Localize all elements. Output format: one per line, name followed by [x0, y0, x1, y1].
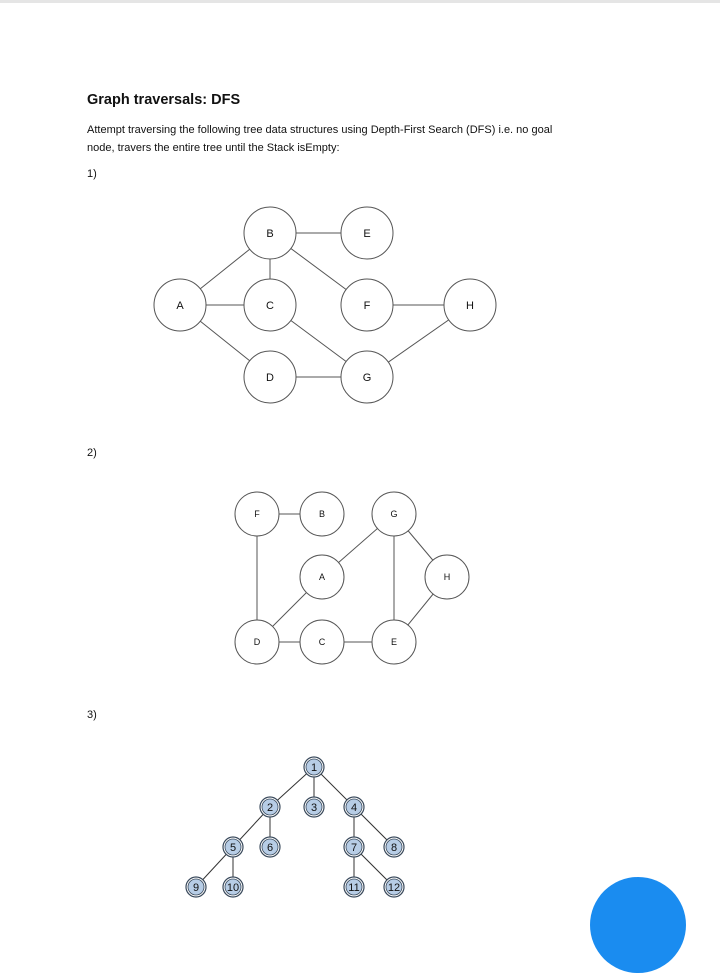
- node-12-label: 12: [387, 881, 401, 894]
- node-4-label: 4: [350, 801, 358, 814]
- node-11: [344, 877, 364, 897]
- node-F: [341, 279, 393, 331]
- node-2: [260, 797, 280, 817]
- node-A: [300, 555, 344, 599]
- graph-1: [0, 200, 720, 420]
- node-C-label: C: [318, 637, 326, 648]
- instructions-line-2: node, travers the entire tree until the Stack isEmpty:: [87, 142, 340, 154]
- node-G: [372, 492, 416, 536]
- node-C: [244, 279, 296, 331]
- node-5: [223, 837, 243, 857]
- node-H: [444, 279, 496, 331]
- node-D-label: D: [253, 637, 261, 648]
- node-F: [235, 492, 279, 536]
- node-9: [186, 877, 206, 897]
- node-F-label: F: [254, 509, 260, 520]
- problem-2-number: 2): [87, 447, 97, 459]
- problem-3-number: 3): [87, 709, 97, 721]
- node-A-label: A: [176, 299, 184, 312]
- top-divider: [0, 0, 720, 3]
- node-H: [425, 555, 469, 599]
- node-A: [154, 279, 206, 331]
- node-B-label: B: [266, 227, 274, 240]
- node-12: [384, 877, 404, 897]
- node-F-label: F: [363, 299, 371, 312]
- node-3-label: 3: [310, 801, 318, 814]
- node-H-label: H: [466, 299, 474, 312]
- node-7: [344, 837, 364, 857]
- graph-2: [0, 480, 720, 680]
- node-10-label: 10: [226, 881, 240, 894]
- node-A-label: A: [318, 572, 326, 583]
- node-4: [344, 797, 364, 817]
- node-C: [300, 620, 344, 664]
- instructions-text: [87, 121, 667, 157]
- node-B: [244, 207, 296, 259]
- node-2-label: 2: [266, 801, 274, 814]
- node-G: [341, 351, 393, 403]
- node-1-label: 1: [310, 761, 318, 774]
- node-G-label: G: [362, 371, 372, 384]
- node-C-label: C: [266, 299, 274, 312]
- node-B-label: B: [318, 509, 326, 520]
- node-E-label: E: [363, 227, 371, 240]
- node-E-label: E: [390, 637, 398, 648]
- node-G-label: G: [390, 509, 398, 520]
- node-3: [304, 797, 324, 817]
- node-D: [244, 351, 296, 403]
- page-title: Graph traversals: DFS: [87, 92, 241, 108]
- node-D: [235, 620, 279, 664]
- node-E: [341, 207, 393, 259]
- node-9-label: 9: [192, 881, 200, 894]
- node-5-label: 5: [229, 841, 237, 854]
- node-B: [300, 492, 344, 536]
- problem-1-number: 1): [87, 168, 97, 180]
- node-H-label: H: [443, 572, 451, 583]
- node-1: [304, 757, 324, 777]
- node-7-label: 7: [350, 841, 358, 854]
- node-6-label: 6: [266, 841, 274, 854]
- node-8-label: 8: [390, 841, 398, 854]
- node-D-label: D: [266, 371, 274, 384]
- node-10: [223, 877, 243, 897]
- node-6: [260, 837, 280, 857]
- node-11-label: 11: [348, 881, 360, 894]
- floating-action-button[interactable]: [590, 877, 686, 973]
- node-E: [372, 620, 416, 664]
- instructions-line-1: Attempt traversing the following tree data structures using Depth-First Search (DFS) i.e. no goal: [87, 124, 553, 136]
- node-8: [384, 837, 404, 857]
